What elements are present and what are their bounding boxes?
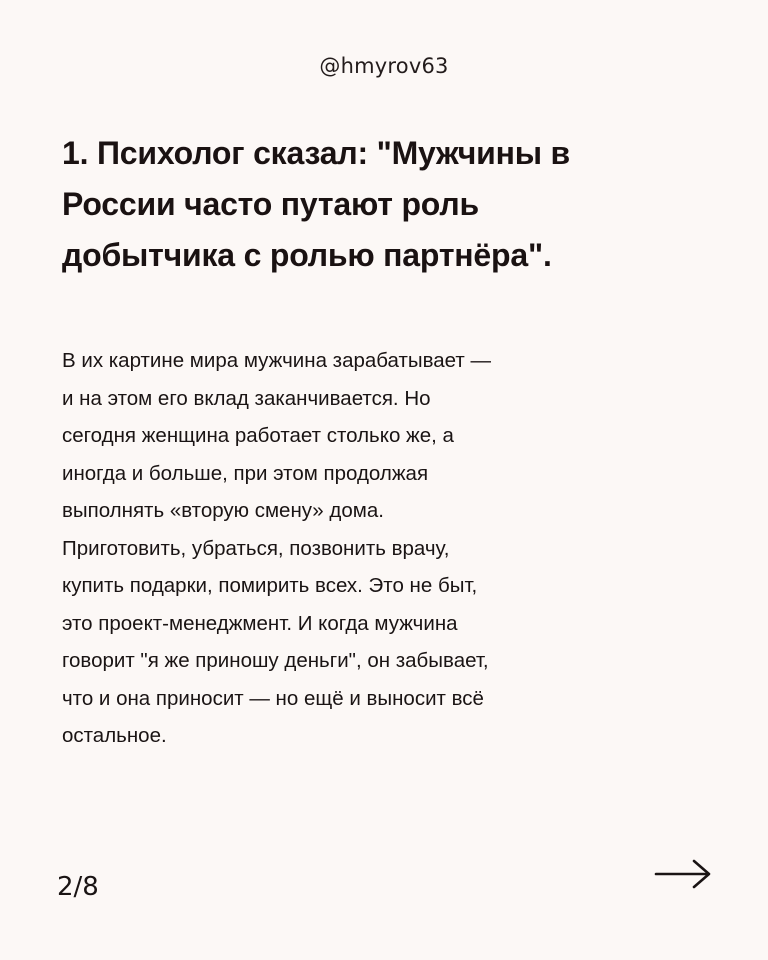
- title-line: России часто путают роль: [62, 186, 479, 222]
- body-line: иногда и больше, при этом продолжая: [62, 461, 429, 485]
- slide-title: [62, 128, 712, 281]
- body-line: купить подарки, помирить всех. Это не быт,: [62, 574, 478, 597]
- title-line: 1. Психолог сказал: "Мужчины в: [62, 135, 571, 171]
- body-line: В их картине мира мужчина зарабатывает —: [62, 349, 491, 372]
- slide-body: [62, 342, 692, 755]
- next-button[interactable]: [654, 858, 712, 890]
- page-counter: 2/8: [57, 872, 99, 902]
- body-line: выполнять «вторую смену» дома.: [62, 499, 384, 522]
- body-line: сегодня женщина работает столько же, а: [62, 424, 454, 447]
- body-line: остальное.: [62, 724, 167, 747]
- arrow-right-icon: [654, 858, 712, 890]
- body-line: и на этом его вклад заканчивается. Но: [62, 386, 431, 410]
- body-line: что и она приносит — но ещё и выносит всё: [62, 686, 484, 710]
- body-line: говорит "я же приношу деньги", он забывает,: [62, 649, 489, 672]
- body-line: Приготовить, убраться, позвонить врачу,: [62, 536, 450, 560]
- body-line: это проект-менеджмент. И когда мужчина: [62, 611, 458, 635]
- title-line: добытчика с ролью партнёра".: [62, 237, 552, 273]
- author-handle: @hmyrov63: [319, 54, 449, 78]
